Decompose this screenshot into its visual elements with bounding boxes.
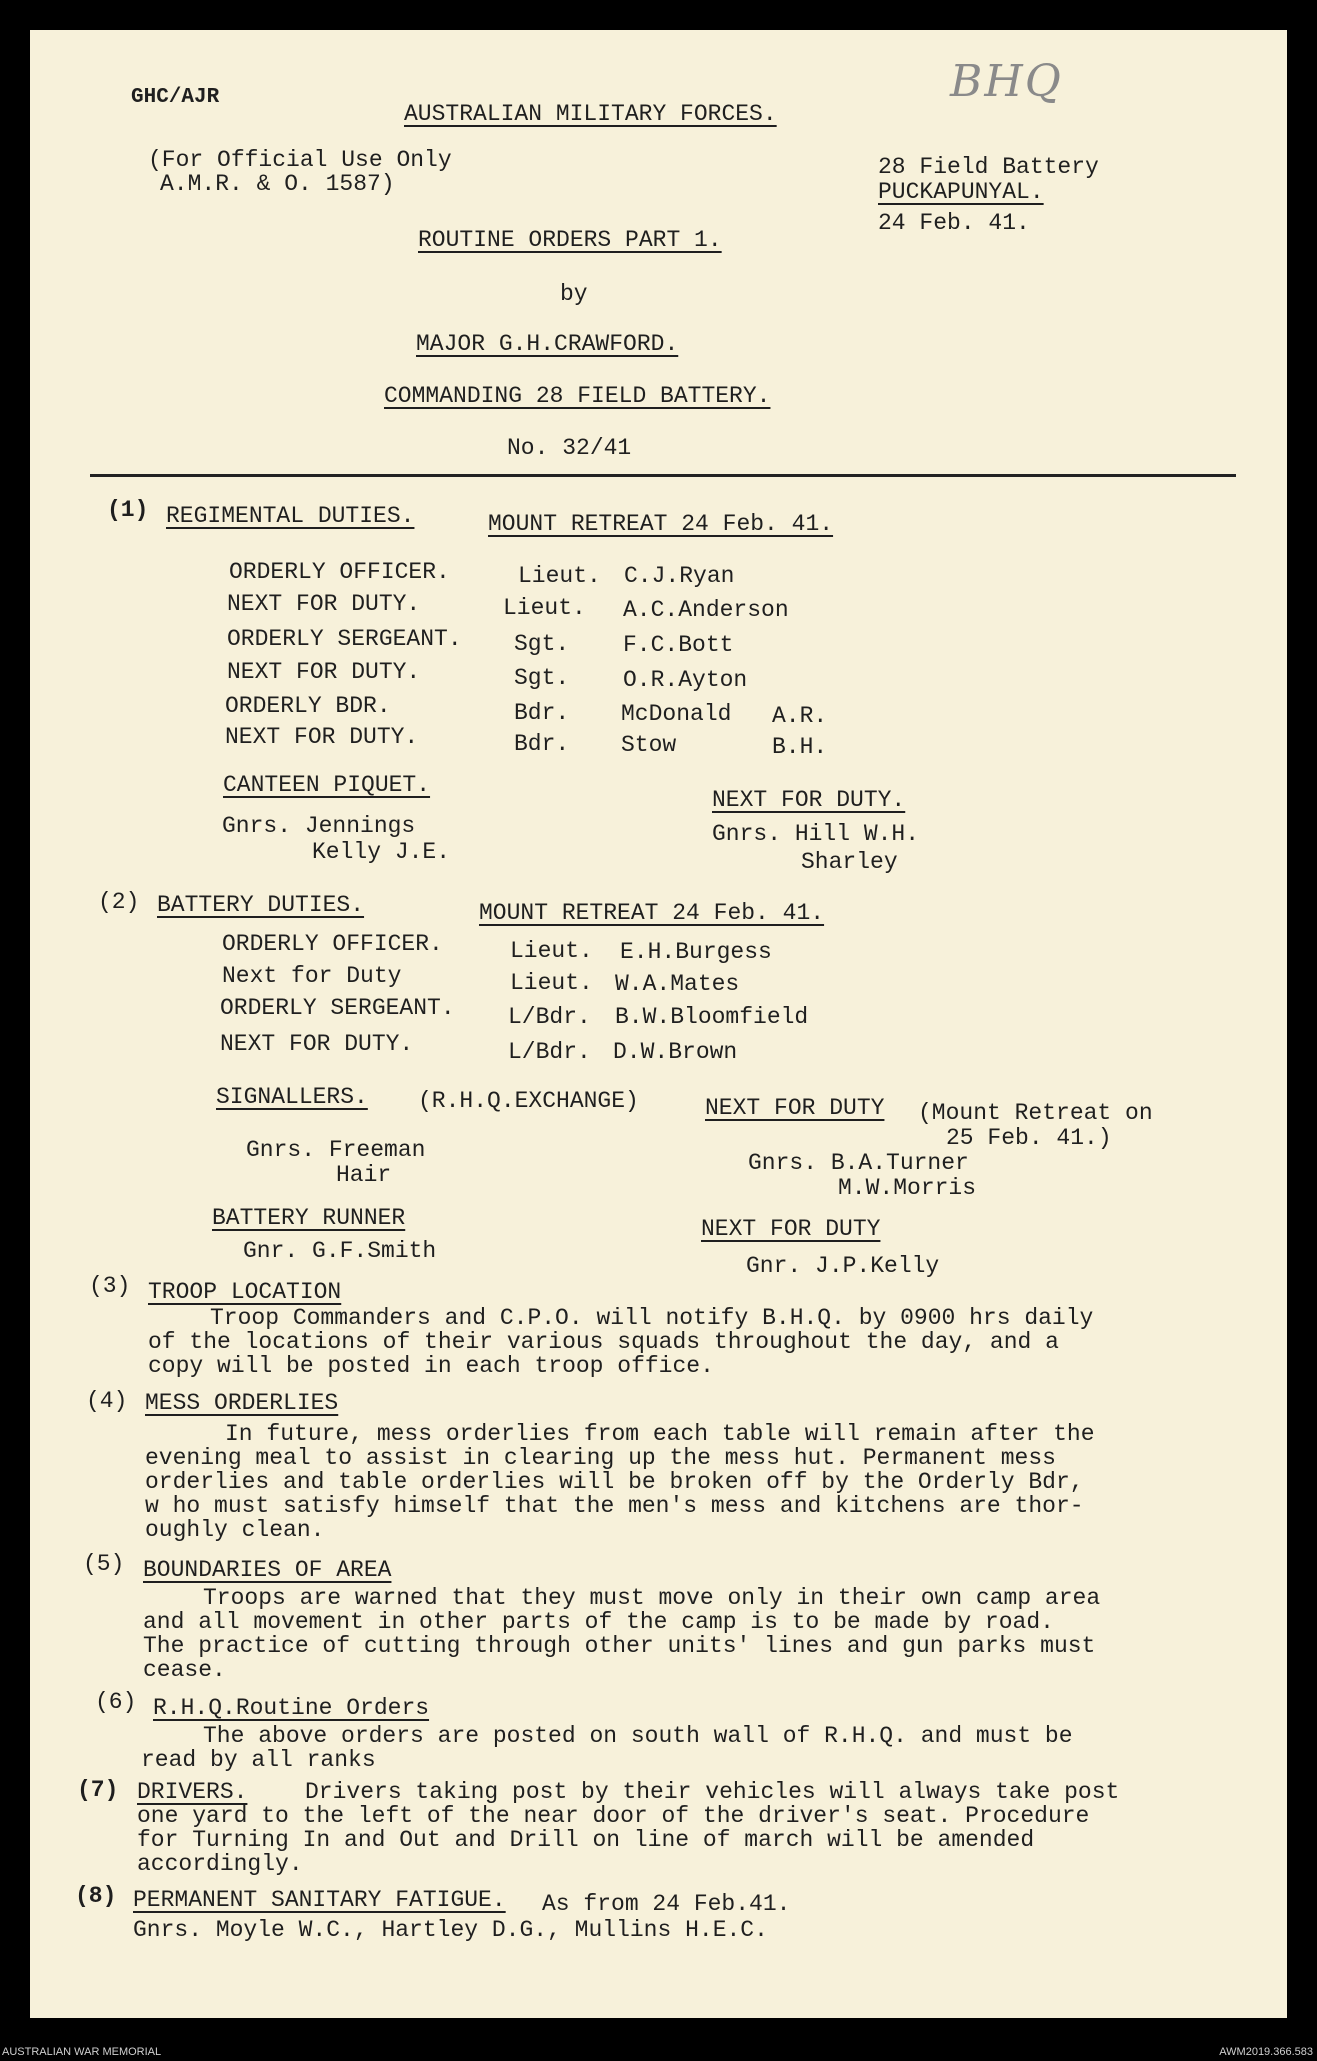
section-4-number: (4) <box>86 1388 128 1414</box>
s2-next-title: NEXT FOR DUTY <box>705 1095 885 1121</box>
section-6-title: R.H.Q.Routine Orders <box>153 1695 430 1721</box>
section-5-title: BOUNDARIES OF AREA <box>143 1557 392 1583</box>
section-8-number: (8) <box>75 1883 117 1909</box>
official-use-line-1: (For Official Use Only <box>148 147 452 173</box>
s1-initials-4: A.R. <box>772 703 828 729</box>
s1-next-1: Gnrs. Hill W.H. <box>712 821 920 847</box>
s4-line-0: In future, mess orderlies from each table will remain after the <box>225 1421 1095 1447</box>
s8-line: Gnrs. Moyle W.C., Hartley D.G., Mullins H.E.C. <box>133 1917 768 1943</box>
canteen-piquet-2: Kelly J.E. <box>312 839 451 865</box>
s2-rank-1: Lieut. <box>510 970 593 996</box>
s4-line-2: orderlies and table orderlies will be broken off by the Orderly Bdr, <box>145 1469 1084 1495</box>
s2-role-0: ORDERLY OFFICER. <box>222 931 443 957</box>
s5-line-3: cease. <box>143 1657 226 1683</box>
s1-rank-5: Bdr. <box>514 731 570 757</box>
section-1-title: REGIMENTAL DUTIES. <box>166 503 415 529</box>
s2-name-2: B.W.Bloomfield <box>615 1004 809 1030</box>
s5-line-1: and all movement in other parts of the camp is to be made by road. <box>143 1609 1054 1635</box>
section-2-number: (2) <box>98 889 140 915</box>
s4-line-3: w ho must satisfy himself that the men's mess and kitchens are thor- <box>145 1493 1084 1519</box>
s2-name-0: E.H.Burgess <box>620 939 772 965</box>
signallers-1: Gnrs. Freeman <box>246 1137 426 1163</box>
s7-line-3: accordingly. <box>137 1851 303 1877</box>
footer-left: AUSTRALIAN WAR MEMORIAL <box>2 2046 162 2058</box>
s2-rank-2: L/Bdr. <box>508 1004 591 1030</box>
s7-line-2: for Turning In and Out and Drill on line of march will be amended <box>137 1827 1035 1853</box>
s1-role-1: NEXT FOR DUTY. <box>227 591 421 617</box>
s1-rank-1: Lieut. <box>503 595 586 621</box>
s2-next-note-2: 25 Feb. 41.) <box>946 1125 1112 1151</box>
handwritten-annotation: BHQ <box>950 56 1063 107</box>
footer-right: AWM2019.366.583 <box>1219 2046 1313 2058</box>
s8-tail: As from 24 Feb.41. <box>542 1891 791 1917</box>
s3-line-2: copy will be posted in each troop office. <box>148 1353 714 1379</box>
s1-name-5: Stow <box>621 732 677 758</box>
s1-next-2: Sharley <box>801 849 898 875</box>
s2-rank-3: L/Bdr. <box>508 1039 591 1065</box>
s2-name-1: W.A.Mates <box>615 971 740 997</box>
signallers-title: SIGNALLERS. <box>216 1084 368 1110</box>
s2-role-1: Next for Duty <box>222 963 402 989</box>
section-1-number: (1) <box>107 497 149 523</box>
s2-next-1: Gnrs. B.A.Turner <box>748 1150 969 1176</box>
unit-location: PUCKAPUNYAL. <box>878 179 1044 205</box>
s1-rank-3: Sgt. <box>514 665 570 691</box>
commander-name: MAJOR G.H.CRAWFORD. <box>416 331 679 357</box>
s1-role-3: NEXT FOR DUTY. <box>227 659 421 685</box>
s1-next-title: NEXT FOR DUTY. <box>712 787 906 813</box>
s1-name-3: O.R.Ayton <box>623 667 748 693</box>
command-line: COMMANDING 28 FIELD BATTERY. <box>384 383 771 409</box>
s1-role-4: ORDERLY BDR. <box>225 693 391 719</box>
s6-line-0: The above orders are posted on south wall of R.H.Q. and must be <box>203 1723 1073 1749</box>
runner-next: Gnr. J.P.Kelly <box>746 1253 940 1279</box>
s1-name-2: F.C.Bott <box>623 632 734 658</box>
official-use-line-2: A.M.R. & O. 1587) <box>160 171 395 197</box>
s3-line-1: of the locations of their various squads throughout the day, and a <box>148 1329 1059 1355</box>
document-date: 24 Feb. 41. <box>878 210 1030 236</box>
s2-next-2: M.W.Morris <box>838 1175 977 1201</box>
signallers-note: (R.H.Q.EXCHANGE) <box>418 1088 639 1114</box>
header-divider <box>90 474 1236 477</box>
s1-initials-5: B.H. <box>772 734 828 760</box>
s2-role-3: NEXT FOR DUTY. <box>220 1031 414 1057</box>
s2-role-2: ORDERLY SERGEANT. <box>220 995 455 1021</box>
s1-rank-2: Sgt. <box>514 631 570 657</box>
battery-runner: Gnr. G.F.Smith <box>243 1238 437 1264</box>
reference-code: GHC/AJR <box>131 86 220 109</box>
s1-name-4: McDonald <box>621 701 732 727</box>
s5-line-2: The practice of cutting through other units' lines and gun parks must <box>143 1633 1096 1659</box>
signallers-2: Hair <box>336 1162 392 1188</box>
document-title: AUSTRALIAN MILITARY FORCES. <box>404 101 777 127</box>
unit-name: 28 Field Battery <box>878 154 1099 180</box>
section-2-title: BATTERY DUTIES. <box>157 892 365 918</box>
s1-name-1: A.C.Anderson <box>623 597 789 623</box>
section-5-number: (5) <box>83 1551 125 1577</box>
s2-next-note-1: (Mount Retreat on <box>918 1100 1153 1126</box>
s1-rank-4: Bdr. <box>514 700 570 726</box>
order-number: No. 32/41 <box>507 435 632 461</box>
s1-name-0: C.J.Ryan <box>624 563 735 589</box>
section-2-mount: MOUNT RETREAT 24 Feb. 41. <box>479 900 825 926</box>
s1-rank-0: Lieut. <box>518 563 601 589</box>
runner-next-title: NEXT FOR DUTY <box>701 1216 881 1242</box>
s1-role-5: NEXT FOR DUTY. <box>225 724 419 750</box>
s3-line-0: Troop Commanders and C.P.O. will notify B.H.Q. by 0900 hrs daily <box>210 1305 1094 1331</box>
s2-name-3: D.W.Brown <box>613 1039 738 1065</box>
s4-line-4: oughly clean. <box>145 1517 325 1543</box>
by-label: by <box>560 281 588 307</box>
section-1-mount: MOUNT RETREAT 24 Feb. 41. <box>488 511 834 537</box>
section-7-title: DRIVERS. <box>137 1779 248 1805</box>
s5-line-0: Troops are warned that they must move only in their own camp area <box>203 1585 1101 1611</box>
s2-rank-0: Lieut. <box>510 938 593 964</box>
section-7-number: (7) <box>77 1777 119 1803</box>
orders-title: ROUTINE ORDERS PART 1. <box>418 227 722 253</box>
canteen-piquet-1: Gnrs. Jennings <box>222 813 416 839</box>
s4-line-1: evening meal to assist in clearing up the mess hut. Permanent mess <box>145 1445 1056 1471</box>
s1-role-0: ORDERLY OFFICER. <box>229 559 450 585</box>
s6-line-1: read by all ranks <box>141 1747 376 1773</box>
s7-line-1: one yard to the left of the near door of the driver's seat. Procedure <box>137 1803 1090 1829</box>
section-3-number: (3) <box>89 1273 131 1299</box>
s7-line-0: Drivers taking post by their vehicles will always take post <box>305 1779 1120 1805</box>
canteen-piquet-title: CANTEEN PIQUET. <box>223 772 431 798</box>
section-3-title: TROOP LOCATION <box>148 1279 342 1305</box>
section-4-title: MESS ORDERLIES <box>145 1390 339 1416</box>
section-6-number: (6) <box>95 1689 137 1715</box>
battery-runner-title: BATTERY RUNNER <box>212 1205 406 1231</box>
s1-role-2: ORDERLY SERGEANT. <box>227 626 462 652</box>
section-8-title: PERMANENT SANITARY FATIGUE. <box>133 1887 506 1913</box>
